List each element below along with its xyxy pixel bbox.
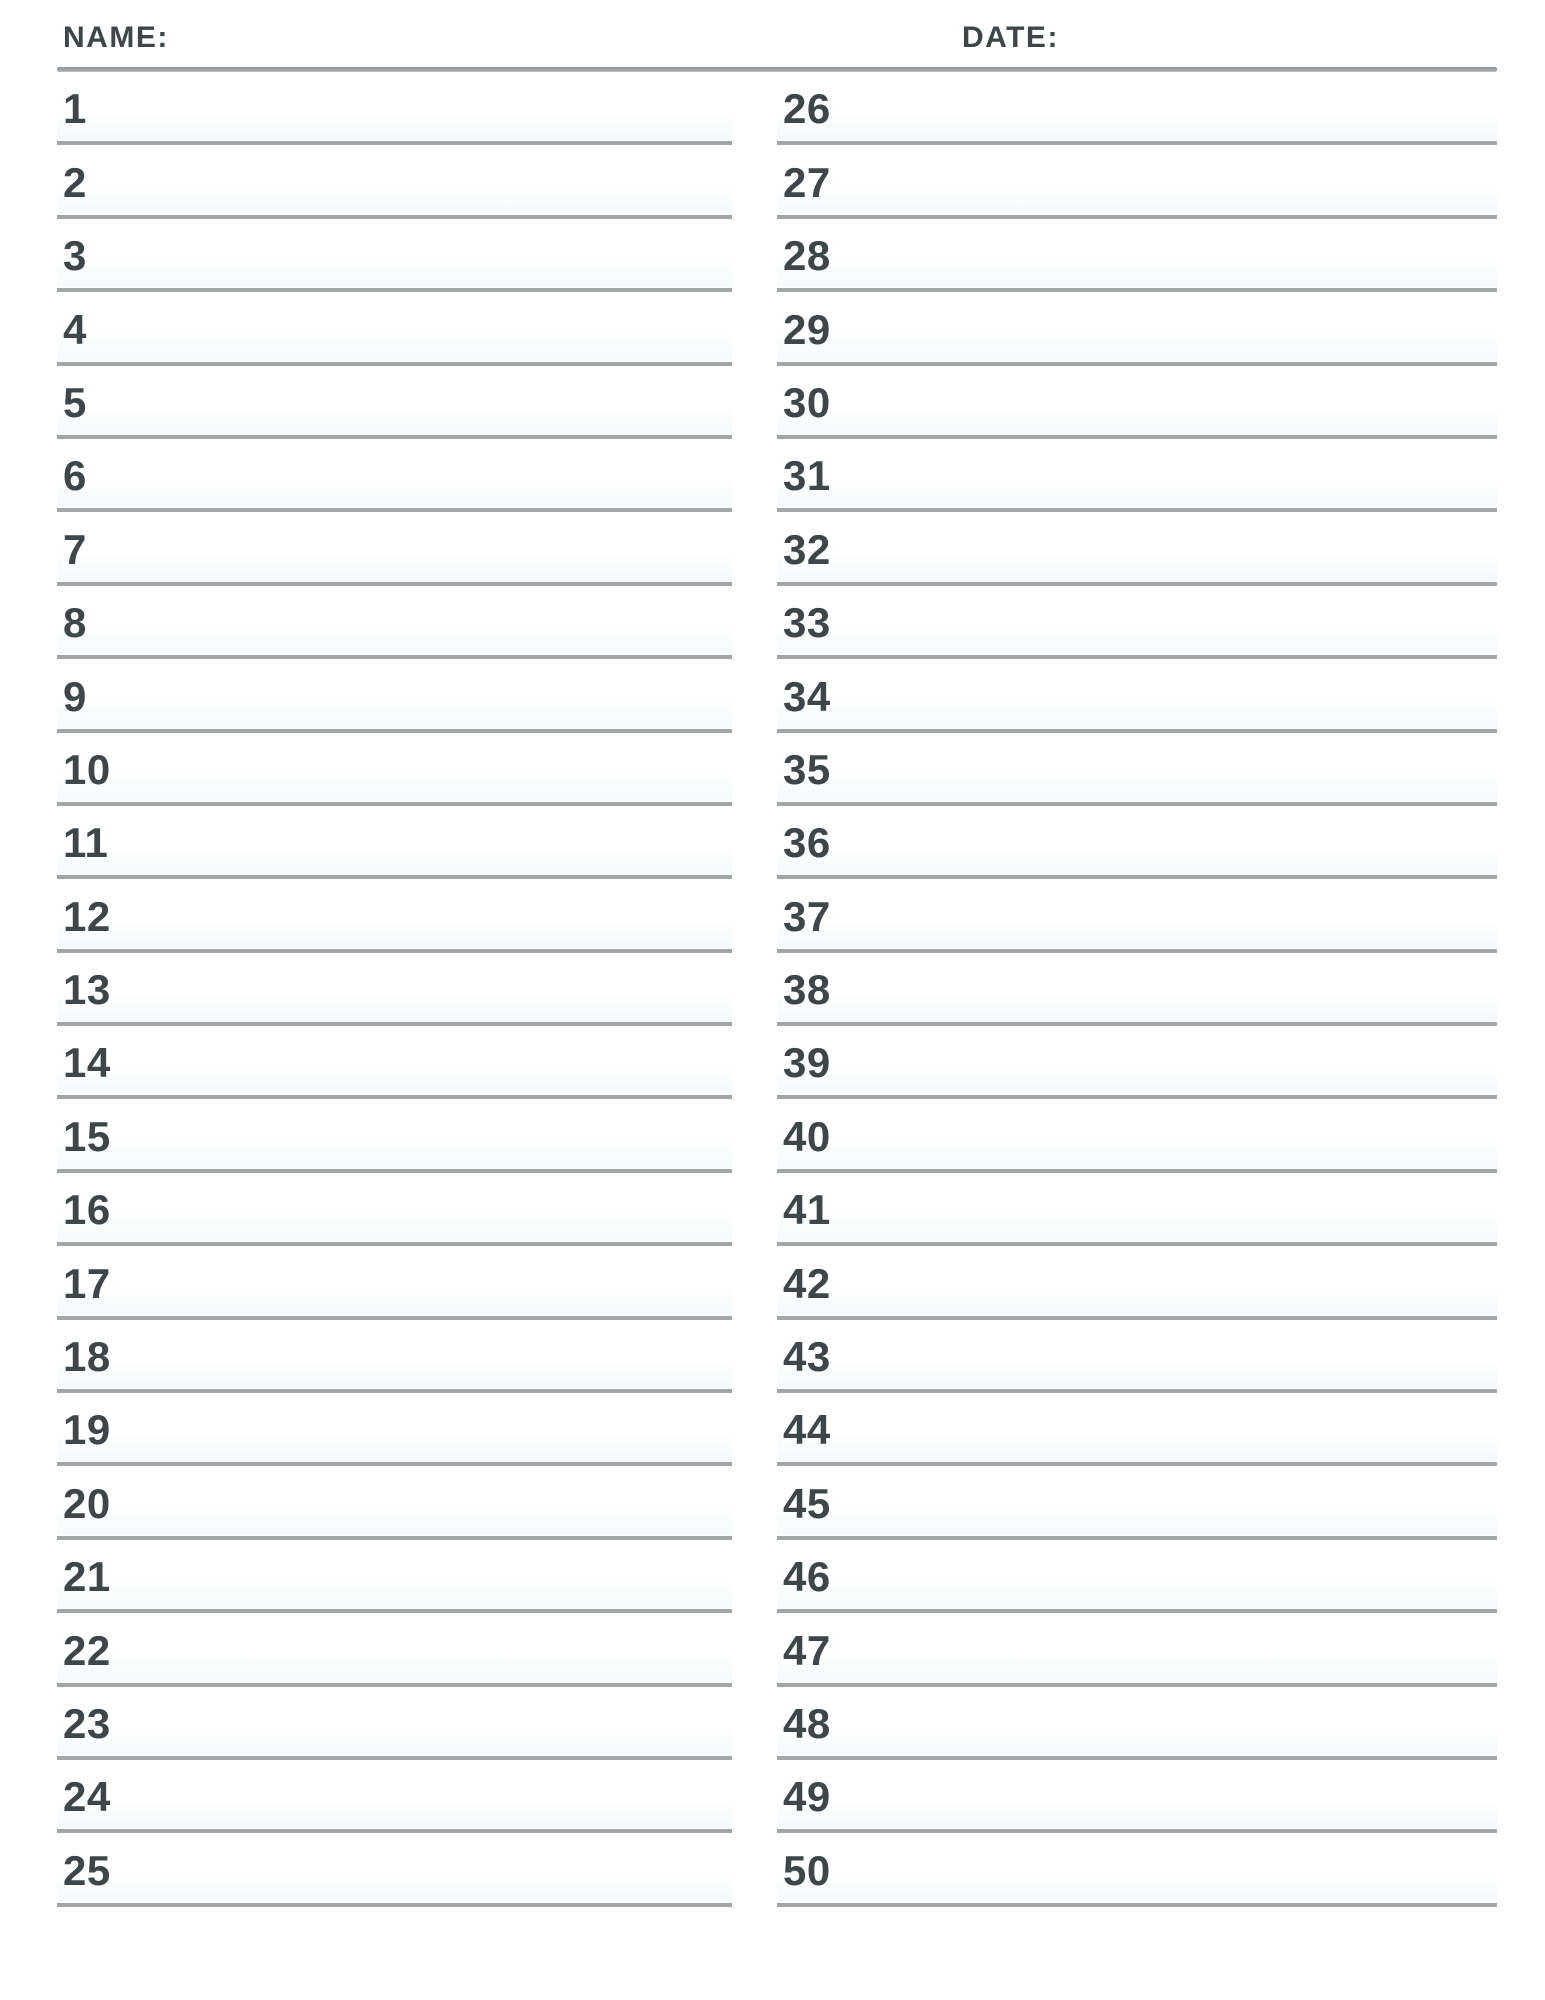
blank-write-line: [831, 512, 1497, 581]
list-row: [777, 733, 1497, 806]
blank-write-line: [831, 366, 1497, 435]
row-number: 26: [783, 85, 831, 133]
list-row: [57, 439, 732, 512]
row-number: 47: [783, 1626, 831, 1674]
row-number: 18: [63, 1333, 111, 1381]
blank-write-line: [111, 879, 732, 948]
list-row: [777, 1173, 1497, 1246]
row-number: 19: [63, 1406, 111, 1454]
row-number: 21: [63, 1553, 111, 1601]
name-label: NAME:: [63, 21, 169, 54]
blank-write-line: [831, 1613, 1497, 1682]
list-row: [777, 1099, 1497, 1172]
list-row: [777, 145, 1497, 218]
blank-write-line: [87, 366, 732, 435]
blank-write-line: [831, 1466, 1497, 1535]
header: [57, 20, 1497, 67]
blank-write-line: [87, 219, 732, 288]
list-row: [57, 953, 732, 1026]
blank-write-line: [831, 145, 1497, 214]
row-number: 6: [63, 452, 87, 500]
row-number: 8: [63, 599, 87, 647]
list-row: [57, 879, 732, 952]
blank-write-line: [111, 1173, 732, 1242]
row-number: 2: [63, 158, 87, 206]
list-row: [777, 219, 1497, 292]
list-row: [57, 1466, 732, 1539]
blank-write-line: [831, 1540, 1497, 1609]
row-number: 22: [63, 1626, 111, 1674]
row-number: 45: [783, 1479, 831, 1527]
list-row: [777, 586, 1497, 659]
row-number: 12: [63, 892, 111, 940]
row-number: 25: [63, 1846, 111, 1894]
blank-write-line: [831, 1320, 1497, 1389]
row-number: 49: [783, 1773, 831, 1821]
row-number: 10: [63, 745, 111, 793]
list-row: [777, 512, 1497, 585]
blank-write-line: [87, 586, 732, 655]
row-number: 9: [63, 672, 87, 720]
row-number: 17: [63, 1259, 111, 1307]
blank-write-line: [111, 1026, 732, 1095]
list-row: [57, 512, 732, 585]
row-number: 29: [783, 305, 831, 353]
blank-write-line: [111, 1540, 732, 1609]
blank-write-line: [831, 292, 1497, 361]
blank-write-line: [111, 1320, 732, 1389]
blank-write-line: [831, 439, 1497, 508]
blank-write-line: [111, 1833, 732, 1902]
list-row: [57, 145, 732, 218]
row-number: 7: [63, 525, 87, 573]
blank-write-line: [831, 1173, 1497, 1242]
row-number: 33: [783, 599, 831, 647]
list-row: [777, 366, 1497, 439]
list-columns: [57, 72, 1497, 1907]
list-row: [57, 806, 732, 879]
date-label: DATE:: [962, 21, 1059, 54]
list-row: [777, 1246, 1497, 1319]
row-number: 11: [63, 819, 109, 867]
row-number: 23: [63, 1699, 111, 1747]
list-row: [57, 1026, 732, 1099]
blank-write-line: [111, 733, 732, 802]
blank-write-line: [111, 1466, 732, 1535]
list-row: [57, 1246, 732, 1319]
blank-write-line: [831, 953, 1497, 1022]
blank-write-line: [111, 1613, 732, 1682]
row-number: 50: [783, 1846, 831, 1894]
list-row: [777, 659, 1497, 732]
list-row: [777, 72, 1497, 145]
list-row: [57, 1833, 732, 1906]
blank-write-line: [108, 806, 732, 875]
blank-write-line: [111, 1246, 732, 1315]
blank-write-line: [831, 1393, 1497, 1462]
row-number: 16: [63, 1186, 111, 1234]
row-number: 38: [783, 966, 831, 1014]
row-number: 39: [783, 1039, 831, 1087]
column-right: [777, 72, 1497, 1907]
row-number: 48: [783, 1699, 831, 1747]
blank-write-line: [831, 1026, 1497, 1095]
blank-write-line: [831, 1099, 1497, 1168]
list-row: [57, 72, 732, 145]
list-row: [57, 366, 732, 439]
row-number: 15: [63, 1112, 111, 1160]
row-number: 20: [63, 1479, 111, 1527]
list-row: [777, 879, 1497, 952]
row-number: 28: [783, 232, 831, 280]
row-number: 1: [63, 85, 87, 133]
blank-write-line: [831, 733, 1497, 802]
blank-write-line: [831, 879, 1497, 948]
list-row: [57, 1687, 732, 1760]
blank-write-line: [831, 806, 1497, 875]
blank-write-line: [111, 1099, 732, 1168]
list-row: [777, 1833, 1497, 1906]
row-number: 31: [783, 452, 831, 500]
list-row: [57, 1173, 732, 1246]
row-number: 41: [783, 1186, 831, 1234]
row-number: 4: [63, 305, 87, 353]
list-row: [57, 1760, 732, 1833]
blank-write-line: [87, 292, 732, 361]
list-row: [57, 219, 732, 292]
list-row: [57, 659, 732, 732]
list-row: [777, 1026, 1497, 1099]
blank-write-line: [87, 439, 732, 508]
blank-write-line: [111, 1393, 732, 1462]
list-row: [777, 1540, 1497, 1613]
row-number: 32: [783, 525, 831, 573]
row-number: 42: [783, 1259, 831, 1307]
list-row: [57, 586, 732, 659]
blank-write-line: [831, 1760, 1497, 1829]
blank-write-line: [111, 953, 732, 1022]
row-number: 44: [783, 1406, 831, 1454]
list-row: [57, 1613, 732, 1686]
list-row: [777, 1760, 1497, 1833]
row-number: 46: [783, 1553, 831, 1601]
blank-write-line: [87, 72, 732, 141]
blank-write-line: [87, 145, 732, 214]
blank-write-line: [831, 219, 1497, 288]
row-number: 34: [783, 672, 831, 720]
list-row: [57, 1540, 732, 1613]
row-number: 13: [63, 966, 111, 1014]
row-number: 35: [783, 745, 831, 793]
list-row: [777, 1687, 1497, 1760]
blank-write-line: [831, 659, 1497, 728]
column-left: [57, 72, 732, 1907]
blank-write-line: [831, 72, 1497, 141]
list-row: [777, 1613, 1497, 1686]
blank-write-line: [87, 659, 732, 728]
list-row: [57, 1393, 732, 1466]
row-number: 37: [783, 892, 831, 940]
list-row: [777, 439, 1497, 512]
list-row: [777, 1393, 1497, 1466]
row-number: 3: [63, 232, 87, 280]
row-number: 5: [63, 378, 87, 426]
blank-write-line: [831, 586, 1497, 655]
row-number: 30: [783, 378, 831, 426]
row-number: 14: [63, 1039, 111, 1087]
list-row: [777, 292, 1497, 365]
blank-write-line: [831, 1833, 1497, 1902]
list-row: [57, 1320, 732, 1393]
blank-write-line: [111, 1687, 732, 1756]
list-row: [777, 806, 1497, 879]
list-row: [57, 292, 732, 365]
blank-write-line: [831, 1687, 1497, 1756]
blank-write-line: [111, 1760, 732, 1829]
blank-write-line: [87, 512, 732, 581]
blank-write-line: [831, 1246, 1497, 1315]
row-number: 36: [783, 819, 831, 867]
list-row: [777, 953, 1497, 1026]
list-row: [57, 733, 732, 806]
row-number: 24: [63, 1773, 111, 1821]
list-row: [57, 1099, 732, 1172]
row-number: 43: [783, 1333, 831, 1381]
list-row: [777, 1320, 1497, 1393]
row-number: 27: [783, 158, 831, 206]
row-number: 40: [783, 1112, 831, 1160]
list-row: [777, 1466, 1497, 1539]
